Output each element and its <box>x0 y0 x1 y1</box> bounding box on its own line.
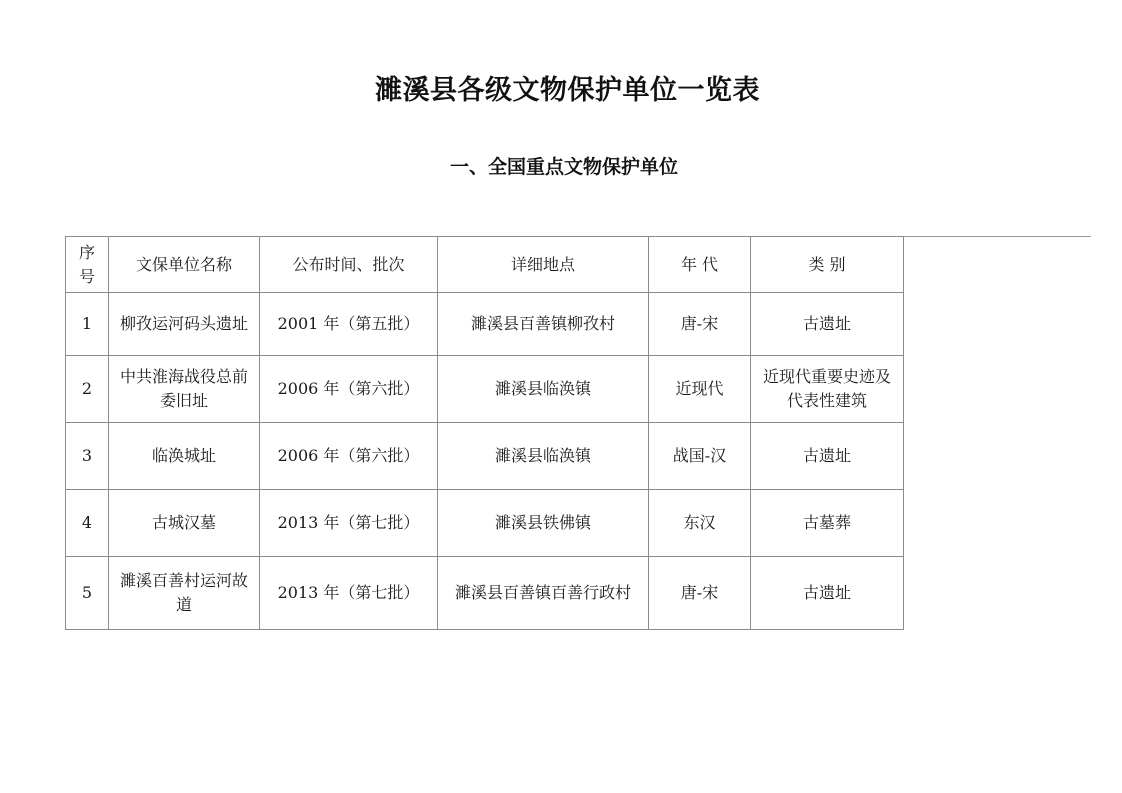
cell-era: 战国-汉 <box>649 423 751 490</box>
header-index: 序 号 <box>66 237 109 293</box>
cell-name: 濉溪百善村运河故道 <box>109 557 260 630</box>
cell-announced: 2001 年（第五批） <box>260 293 438 356</box>
cell-category: 古遗址 <box>751 423 904 490</box>
table-row <box>66 557 904 630</box>
heritage-sites-table <box>65 236 904 630</box>
cell-announced: 2013 年（第七批） <box>260 490 438 557</box>
cell-category: 古遗址 <box>751 293 904 356</box>
cell-name: 柳孜运河码头遗址 <box>109 293 260 356</box>
cell-category: 古墓葬 <box>751 490 904 557</box>
cell-location: 濉溪县临涣镇 <box>438 423 649 490</box>
cell-category: 古遗址 <box>751 557 904 630</box>
cell-announced: 2013 年（第七批） <box>260 557 438 630</box>
cell-era: 唐-宋 <box>649 557 751 630</box>
cell-name: 中共淮海战役总前委旧址 <box>109 356 260 423</box>
cell-index: 3 <box>66 423 109 490</box>
cell-name: 临涣城址 <box>109 423 260 490</box>
cell-category: 近现代重要史迹及代表性建筑 <box>751 356 904 423</box>
cell-index: 2 <box>66 356 109 423</box>
cell-era: 唐-宋 <box>649 293 751 356</box>
cell-announced: 2006 年（第六批） <box>260 423 438 490</box>
header-location: 详细地点 <box>438 237 649 293</box>
cell-location: 濉溪县临涣镇 <box>438 356 649 423</box>
cell-era: 东汉 <box>649 490 751 557</box>
cell-location: 濉溪县铁佛镇 <box>438 490 649 557</box>
section-title: 一、全国重点文物保护单位 <box>449 156 678 178</box>
cell-index: 5 <box>66 557 109 630</box>
cell-index: 1 <box>66 293 109 356</box>
document-title: 濉溪县各级文物保护单位一览表 <box>375 75 760 106</box>
header-category: 类 别 <box>751 237 904 293</box>
table-row <box>66 490 904 557</box>
table-row <box>66 356 904 423</box>
header-announced: 公布时间、批次 <box>260 237 438 293</box>
cell-location: 濉溪县百善镇百善行政村 <box>438 557 649 630</box>
table-row <box>66 423 904 490</box>
header-name: 文保单位名称 <box>109 237 260 293</box>
cell-name: 古城汉墓 <box>109 490 260 557</box>
header-era: 年 代 <box>649 237 751 293</box>
cell-index: 4 <box>66 490 109 557</box>
cell-era: 近现代 <box>649 356 751 423</box>
table-row <box>66 293 904 356</box>
table-header-row <box>66 237 904 293</box>
cell-location: 濉溪县百善镇柳孜村 <box>438 293 649 356</box>
cell-announced: 2006 年（第六批） <box>260 356 438 423</box>
